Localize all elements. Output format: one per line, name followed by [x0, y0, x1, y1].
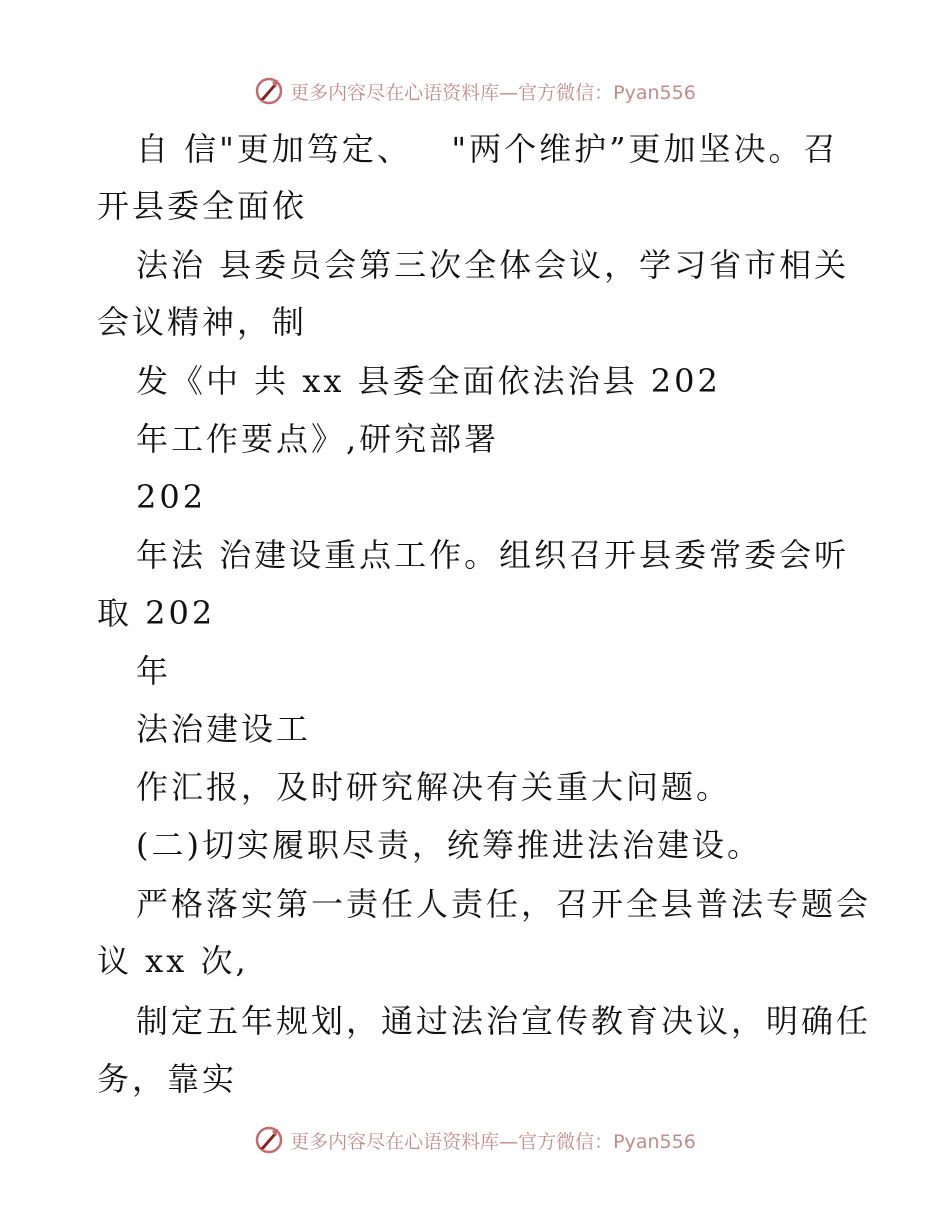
text-line: 严格落实第一责任人责任，召开全县普法专题会	[136, 885, 872, 923]
text-line: 202	[136, 478, 207, 516]
text-line: 开县委全面依	[97, 187, 308, 225]
text-line: 法治 县委员会第三次全体会议，学习省市相关	[136, 246, 850, 284]
text-line: 制定五年规划，通过法治宣传教育决议，明确任	[136, 1002, 872, 1040]
text-line: 自 信"更加笃定、 "两个维护”更加坚决。召	[136, 130, 839, 168]
text-line: (二)切实履职尽责，统筹推进法治建设。	[136, 826, 762, 864]
text-line: 发《中 共 xx 县委全面依法治县 202	[136, 362, 721, 400]
text-line: 会议精神，制	[97, 303, 308, 341]
text-line: 务，靠实	[97, 1060, 238, 1098]
text-line: 年法 治建设重点工作。组织召开县委常委会听	[136, 536, 850, 574]
feather-pen-logo-icon	[254, 1125, 284, 1155]
footer-watermark	[0, 1120, 950, 1160]
text-line: 法治建设工	[136, 710, 312, 748]
watermark-text: 更多内容尽在心语资料库—官方微信：Pyan556	[290, 1130, 696, 1153]
text-line: 年	[136, 652, 172, 690]
text-line: 议 xx 次,	[97, 942, 249, 980]
text-line: 年工作要点》,研究部署	[136, 420, 500, 458]
text-line: 作汇报，及时研究解决有关重大问题。	[136, 768, 732, 806]
watermark-text: 更多内容尽在心语资料库—官方微信：Pyan556	[290, 81, 696, 104]
text-line: 取 202	[97, 594, 216, 632]
